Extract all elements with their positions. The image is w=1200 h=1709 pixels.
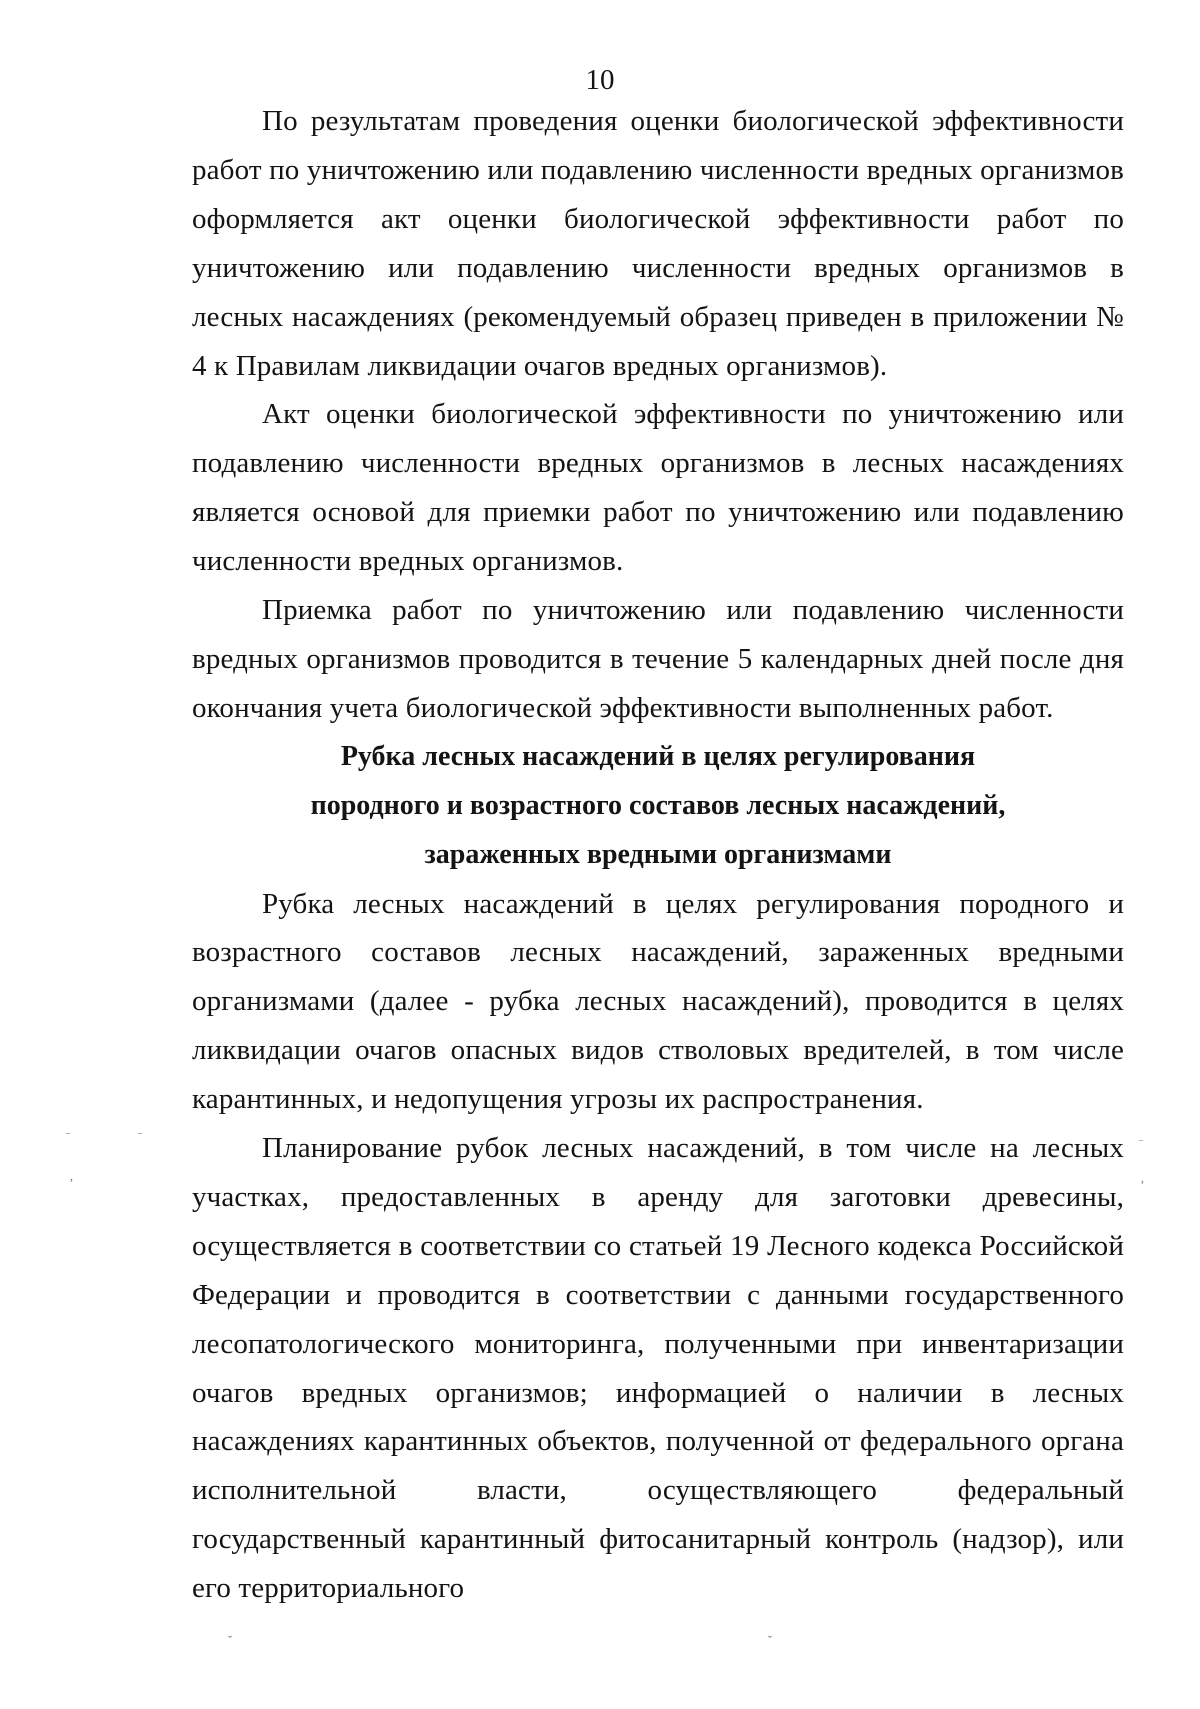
scan-speck: ˇ	[228, 1633, 232, 1647]
paragraph-felling-purpose: Рубка лесных насаждений в целях регулирования породного и возрастного составов лесных насаждений, зараженных вредными организмами (далее - рубка лесных насаждений), проводится в целях ликвидации очагов опасных видов стволовых вредителей, в том числе карантинных, и недопущения угрозы их распространения.	[192, 887, 1124, 1116]
paragraph-acceptance: Приемка работ по уничтожению или подавлению численности вредных организмов проводится в течение 5 календарных дней после дня окончания учета биологической эффективности выполненных работ.	[192, 594, 1124, 724]
paragraph-felling-planning: Планирование рубок лесных насаждений, в том числе на лесных участках, предоставленных в аренду для заготовки древесины, осуществляется в соответствии со статьей 19 Лесного кодекса Российской Федерации и проводится в соответствии с данными государственного лесопатологического мониторинга, полученными при инвентаризации очагов вредных организмов; информацией о наличии в лесных насаждениях карантинных объектов, полученной от федерального органа исполнительной власти, осуществляющего федеральный государственный карантинный фитосанитарный контроль (надзор), или его территориального	[192, 1132, 1124, 1605]
section-heading-line-3: зараженных вредными организмами	[424, 838, 892, 870]
document-body	[192, 97, 1124, 1613]
section-heading-line-1: Рубка лесных насаждений в целях регулирования	[340, 740, 976, 772]
section-heading-line-2: породного и возрастного составов лесных насаждений,	[310, 789, 1006, 821]
page-number: 10	[585, 64, 615, 96]
scan-speck: ,	[1141, 1171, 1144, 1185]
paragraph-evaluation-act: По результатам проведения оценки биологической эффективности работ по уничтожению или подавлению численности вредных организмов оформляется акт оценки биологической эффективности работ по уничтожению или подавлению численности вредных организмов в лесных насаждениях (рекомендуемый образец приведен в приложении № 4 к Правилам ликвидации очагов вредных организмов).	[192, 105, 1124, 382]
scan-speck: ‾	[138, 1132, 142, 1146]
scan-speck: ‾	[1139, 1139, 1143, 1153]
paragraph-act-basis: Акт оценки биологической эффективности по уничтожению или подавлению численности вредных организмов в лесных насаждениях является основой для приемки работ по уничтожению или подавлению численности вредных организмов.	[192, 398, 1124, 578]
scan-speck: ˇ	[768, 1633, 772, 1647]
scan-speck: ,	[70, 1169, 73, 1183]
section-heading	[192, 733, 1124, 880]
scan-speck: ‾	[66, 1132, 70, 1146]
